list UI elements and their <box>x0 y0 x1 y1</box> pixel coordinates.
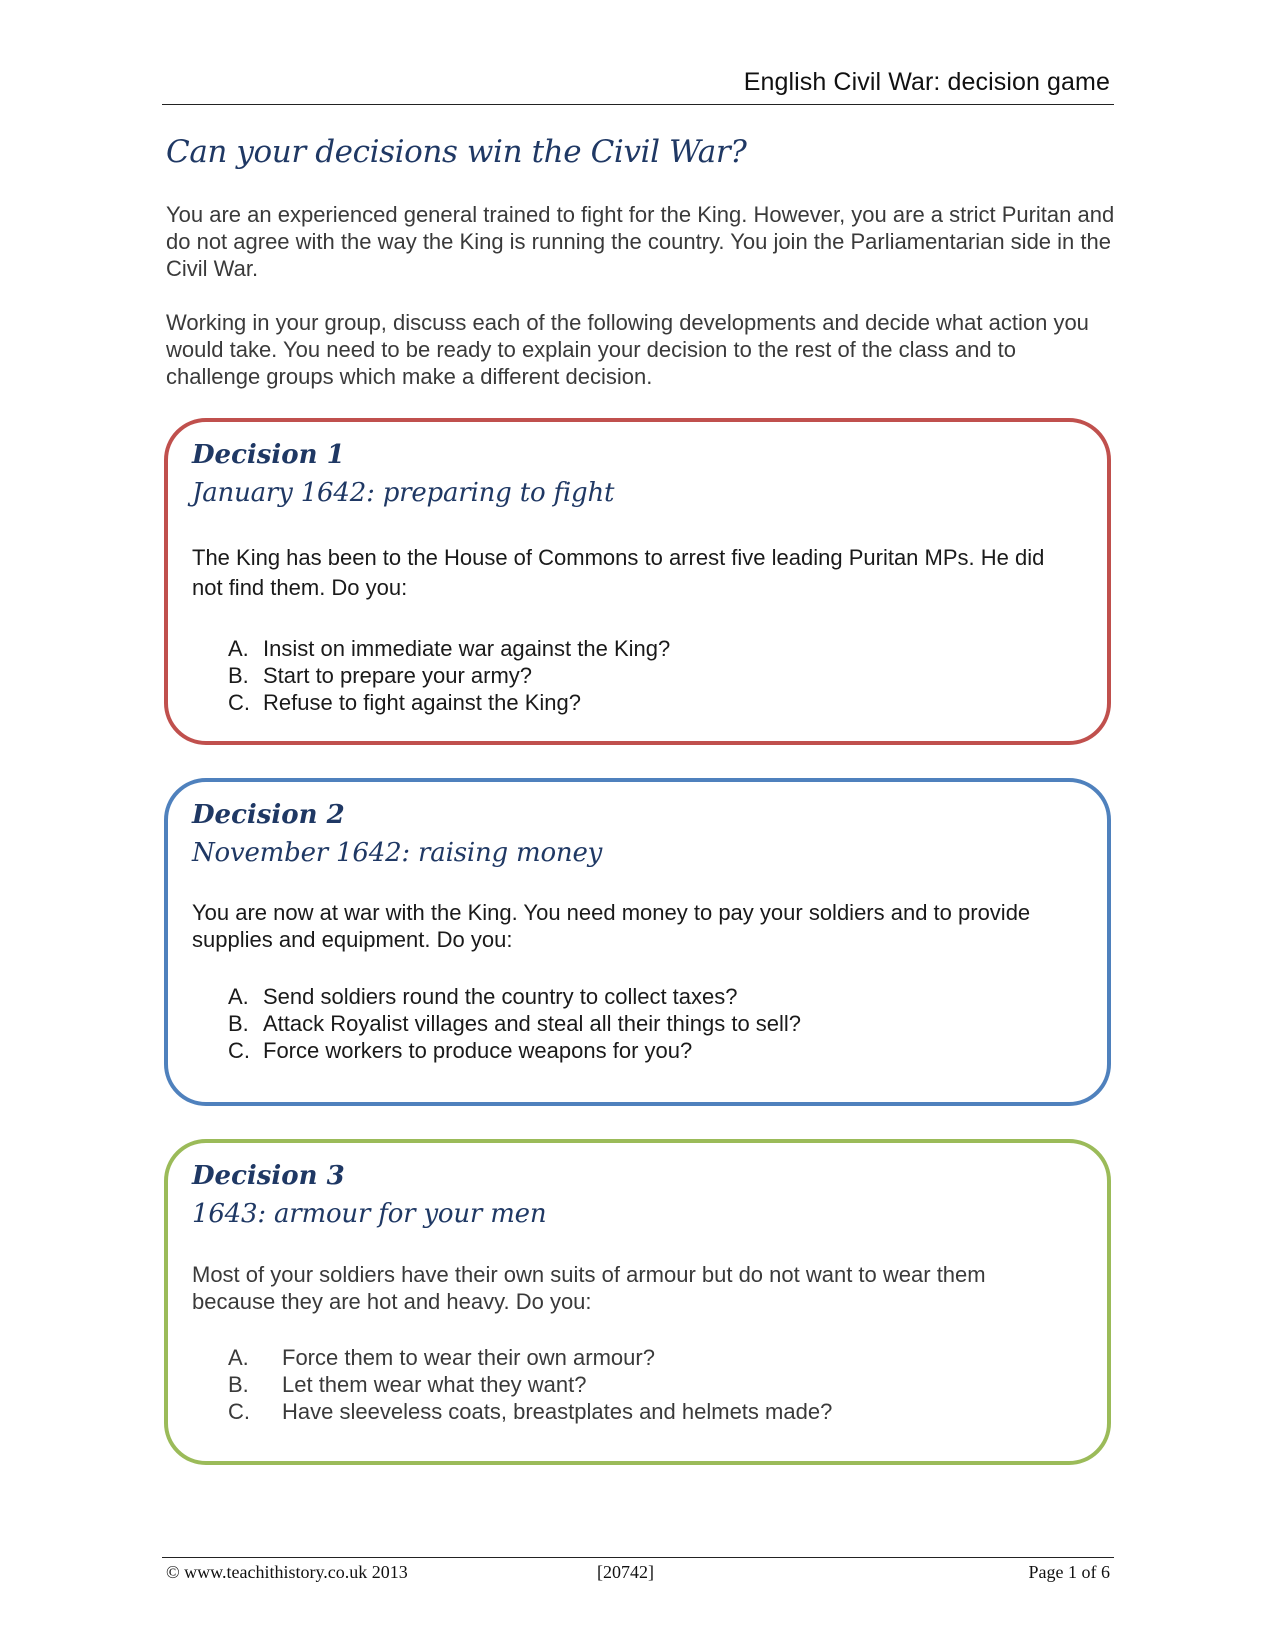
option-item <box>228 689 670 716</box>
decision-text: The King has been to the House of Commons to arrest five leading Puritan MPs. He did not find them. Do you: <box>192 545 1045 600</box>
page-header <box>162 66 1114 105</box>
decision-subtitle: November 1642: raising money <box>192 838 603 868</box>
option-text: Force workers to produce weapons for you? <box>263 1038 693 1063</box>
decision-text: You are now at war with the King. You need money to pay your soldiers and to provide supplies and equipment. Do you: <box>192 900 1031 952</box>
option-item <box>228 983 801 1010</box>
option-letter: A. <box>228 636 249 661</box>
header-title: English Civil War: decision game <box>743 68 1110 96</box>
page-title: Can your decisions win the Civil War? <box>166 134 747 170</box>
decision-box-3 <box>164 1139 1111 1465</box>
options-list <box>228 983 801 1064</box>
option-text: Force them to wear their own armour? <box>282 1345 655 1370</box>
decision-text: Most of your soldiers have their own suits of armour but do not want to wear them because they are hot and heavy. Do you: <box>192 1262 986 1314</box>
intro-paragraph-2: Working in your group, discuss each of the following developments and decide what action you would take. You need to be ready to explain your decision to the rest of the class and to challenge groups which make a different decision. <box>166 310 1089 389</box>
option-text: Refuse to fight against the King? <box>263 690 581 715</box>
option-item <box>228 1371 832 1398</box>
option-item <box>228 1398 832 1425</box>
decision-subtitle: January 1642: preparing to fight <box>192 478 615 508</box>
option-letter: B. <box>228 663 249 688</box>
option-text: Let them wear what they want? <box>282 1372 587 1397</box>
footer-copyright: © www.teachithistory.co.uk 2013 <box>166 1562 408 1582</box>
decision-title: Decision 1 <box>192 440 345 470</box>
decision-title: Decision 3 <box>192 1161 345 1191</box>
footer-page-number: Page 1 of 6 <box>1028 1562 1110 1582</box>
decision-box-2 <box>164 778 1111 1106</box>
option-text: Insist on immediate war against the King? <box>263 636 671 661</box>
option-letter: C. <box>228 1399 250 1424</box>
options-list <box>228 635 670 716</box>
option-text: Send soldiers round the country to collect taxes? <box>263 984 738 1009</box>
option-item <box>228 635 670 662</box>
option-letter: C. <box>228 1038 250 1063</box>
option-letter: B. <box>228 1011 249 1036</box>
option-letter: A. <box>228 984 249 1009</box>
option-letter: A. <box>228 1345 249 1370</box>
decision-title: Decision 2 <box>192 800 345 830</box>
option-text: Have sleeveless coats, breastplates and helmets made? <box>282 1399 833 1424</box>
option-item <box>228 1344 832 1371</box>
option-item <box>228 1037 801 1064</box>
option-text: Start to prepare your army? <box>263 663 533 688</box>
option-item <box>228 1010 801 1037</box>
option-item <box>228 662 670 689</box>
footer-resource-id: [20742] <box>597 1562 654 1582</box>
page-footer <box>162 1557 1114 1590</box>
option-letter: B. <box>228 1372 249 1397</box>
options-list <box>228 1344 832 1425</box>
option-text: Attack Royalist villages and steal all their things to sell? <box>263 1011 802 1036</box>
decision-subtitle: 1643: armour for your men <box>192 1199 547 1229</box>
intro-paragraph-1: You are an experienced general trained to fight for the King. However, you are a strict Puritan and do not agree with the way the King is running the country. You join the Parliamentarian side in the Civil War. <box>166 202 1115 281</box>
option-letter: C. <box>228 690 250 715</box>
decision-box-1 <box>164 418 1111 745</box>
